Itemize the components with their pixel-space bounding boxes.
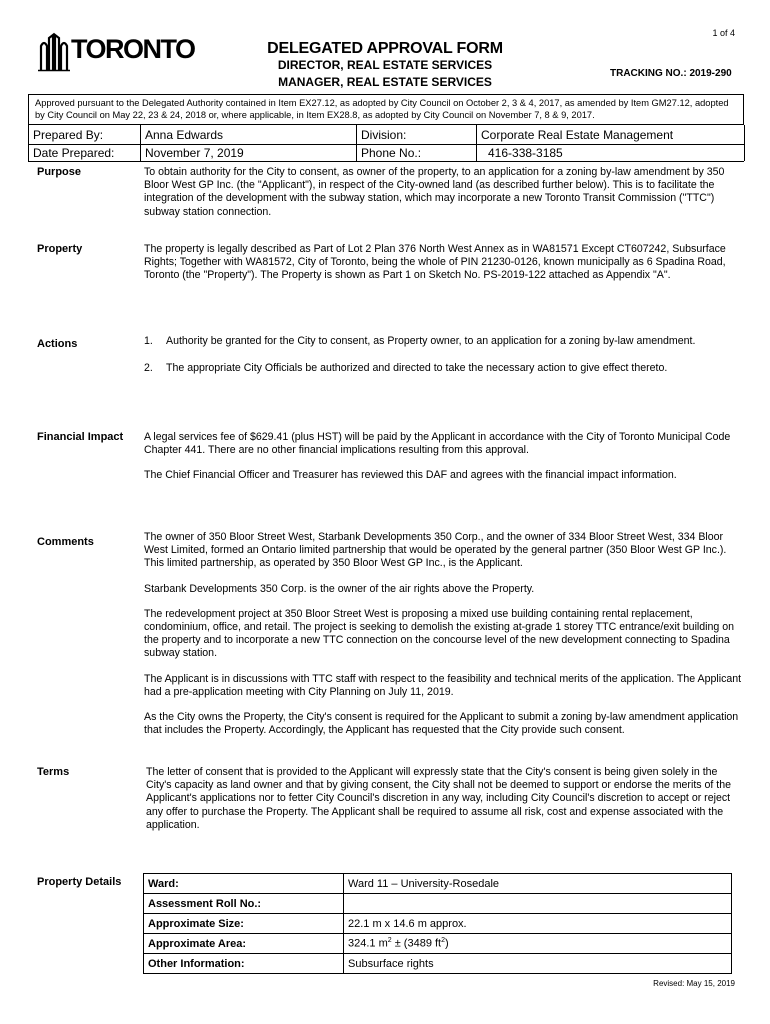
action-number: 2. [144,362,153,374]
financial-impact-text: A legal services fee of $629.41 (plus HST) will be paid by the Applicant in accordance with the City of Toronto Municipal Code Chapter 441. There are no other financial implications resulting from this approval. The Chief Financial Officer and Treasurer has reviewed this DAF and agrees with the financial impact information. [144,431,731,482]
table-row [144,894,732,914]
purpose-text: To obtain authority for the City to consent, as owner of the property, to an application for a zoning by-law amendment by 350 Bloor West GP Inc. (the "Applicant"), in respect of the City-owned land (as described further below). This is to facilitate the integration of the development with the subway station, which may incorporate a new Toronto Transit Commission ("TTC") subway station connection. [144,166,725,218]
detail-label: Approximate Size: [144,914,344,934]
table-row [144,934,732,954]
page-number: 1 of 4 [712,28,735,38]
prepared-by-value: Anna Edwards [145,128,224,142]
divider [356,125,357,161]
financial-impact-label: Financial Impact [37,431,124,443]
logo-wordmark: TORONTO [71,34,195,64]
divider [744,125,745,161]
detail-label: Assessment Roll No.: [144,894,344,914]
property-text: The property is legally described as Part of Lot 2 Plan 376 North West Annex as in WA81571 Except CT607242, Subsurface Rights; Together with WA81572, City of Toronto, being the whole of PIN 21230-0126, known municipally as 6 Spadina Road, Toronto (the "Property"). The Property is shown as Part 1 on Sketch No. PS-2019-122 attached as Appendix "A". [144,243,726,282]
form-title: DELEGATED APPROVAL FORM [267,40,503,57]
purpose-label: Purpose [37,166,82,178]
table-row [144,914,732,934]
comments-text: The owner of 350 Bloor Street West, Starbank Developments 350 Corp., and the owner of 334 Bloor Street West, 334 Bloor West Limited, formed an Ontario limited partnership that would be operated by the general partner (350 Bloor West GP Inc.). This limited partnership, as operated by 350 Bloor West GP Inc., is the Applicant. Starbank Developments 350 Corp. is the owner of the air rights above the Property. The redevelopment project at 350 Bloor Street West is proposing a mixed use building containing rental replacement, condominium, office, and retail. The project is seeking to demolish the existing at-grade 1 storey TTC entrance/exit building on the property and to incorporate a new TTC connection on the concourse level of the new development connecting to Spadina subway station. The Applicant is in discussions with TTC staff with respect to the feasibility and technical merits of the application. The Applicant had a pre-application meeting with City Planning on July 11, 2019. As the City owns the Property, the City's consent is required for the Applicant to submit a zoning by-law amendment application that includes the Property. Accordingly, the Applicant has requested that the City provide such consent. [144,531,742,737]
prepared-by-label: Prepared By: [33,128,104,142]
detail-label: Ward: [144,874,344,894]
divider [140,125,141,161]
property-details-label: Property Details [37,876,122,888]
action-text: Authority be granted for the City to consent, as Property owner, to an application for a zoning by-law amendment. [166,335,696,347]
table-row [144,874,732,894]
toronto-logo [38,30,195,70]
action-text: The appropriate City Officials be authorized and directed to take the necessary action to give effect thereto. [166,362,668,374]
division-label: Division: [361,128,407,142]
actions-label: Actions [37,338,78,350]
phone-value: 416-338-3185 [488,146,563,160]
division-value: Corporate Real Estate Management [481,128,674,142]
property-label: Property [37,243,83,255]
date-prepared-label: Date Prepared: [33,146,115,160]
tracking-number: TRACKING NO.: 2019-290 [610,68,732,79]
detail-label: Other Information: [144,954,344,974]
divider [28,144,744,145]
date-prepared-value: November 7, 2019 [145,146,244,160]
detail-value: Ward 11 – University-Rosedale [344,874,732,894]
divider [28,125,29,161]
detail-label: Approximate Area: [144,934,344,954]
detail-value [344,894,732,914]
terms-label: Terms [37,766,70,778]
divider [476,125,477,161]
form-subtitle-manager: MANAGER, REAL ESTATE SERVICES [278,75,492,89]
terms-text: The letter of consent that is provided to the Applicant will expressly state that the City's consent is being given solely in the City's capacity as land owner and that by giving consent, the City shall not be deemed to support or endorse the merits of the Applicant's applications nor to fetter City Council's discretion in any way, including City Council's discretion to accept or reject any offer to purchase the Property. The Applicant shall be required to assume all risk, cost and expense associated with the application. [146,766,732,831]
table-row [144,954,732,974]
revised-date: Revised: May 15, 2019 [653,979,735,988]
detail-value: 324.1 $m^2 \pm (3489$ $ft^2$) [344,934,732,954]
detail-value: 22.1 m x 14.6 m approx. [344,914,732,934]
divider [28,161,744,162]
form-subtitle-director: DIRECTOR, REAL ESTATE SERVICES [277,58,493,72]
phone-label: Phone No.: [361,146,422,160]
comments-label: Comments [37,536,94,548]
action-number: 1. [144,335,153,347]
detail-value: Subsurface rights [344,954,732,974]
property-details-table [143,873,732,974]
approval-authority-text: Approved pursuant to the Delegated Authority contained in Item EX27.12, as adopted by City Council on October 2, 3 & 4, 2017, as amended by Item GM27.12, adopted by City Council on May 22, 23 & 24, 2018 or, where applicable, in Item EX28.8, as adopted by City Council on November 7, 8 & 9, 2017. [28,94,744,125]
